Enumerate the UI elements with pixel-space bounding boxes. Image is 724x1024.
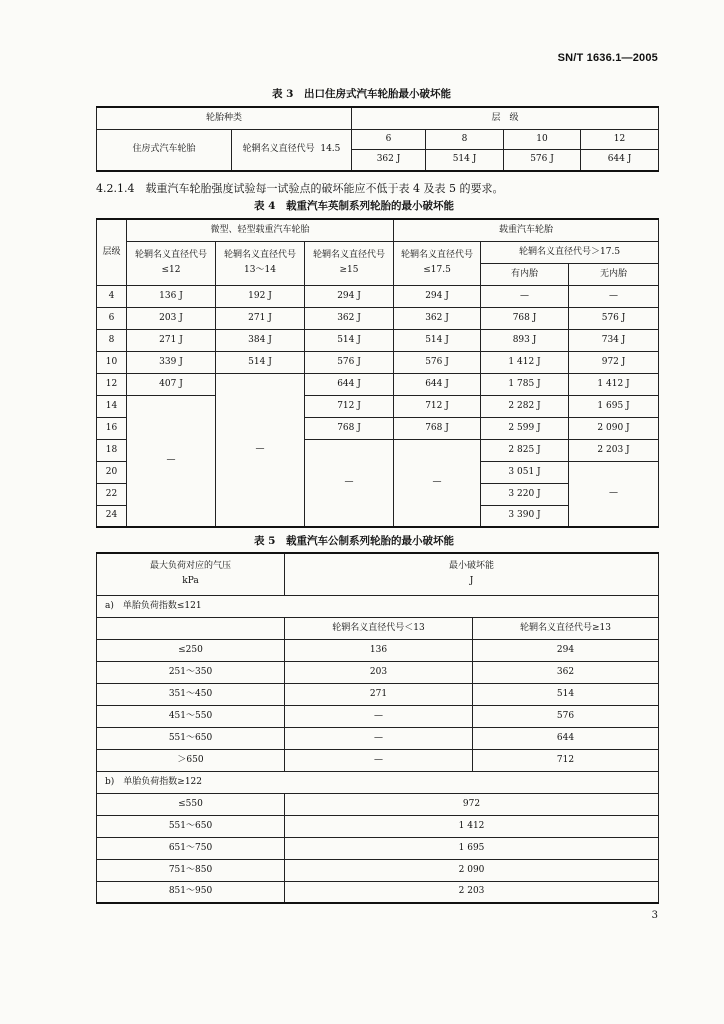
table3-header-ply: 层 级 (352, 107, 659, 129)
table4-header-ply: 层级 (97, 219, 127, 285)
value-cell: 384 J (216, 329, 305, 351)
table-row (97, 815, 659, 837)
value-cell: 1 695 J (569, 395, 659, 417)
value-cell: 294 J (305, 285, 394, 307)
empty-cell (97, 617, 285, 639)
pressure-cell: ≤250 (97, 639, 285, 661)
value-cell: 3 220 J (481, 483, 569, 505)
value-cell: — (285, 727, 473, 749)
pressure-cell: 451～550 (97, 705, 285, 727)
table4-col-1: 轮辋名义直径代号 ≤12 (127, 241, 216, 285)
table-row (97, 683, 659, 705)
value-cell: 294 J (394, 285, 481, 307)
table5-subheader-1: 轮辋名义直径代号＜13 (285, 617, 473, 639)
table5-header-energy: 最小破坏能 J (285, 553, 659, 595)
empty-dash-cell: — (127, 395, 216, 527)
table-row (97, 837, 659, 859)
value-cell: 576 J (305, 351, 394, 373)
value-cell: 644 (473, 727, 659, 749)
value-cell: 362 (473, 661, 659, 683)
document-code: SN/T 1636.1—2005 (557, 52, 658, 64)
ply-cell: 4 (97, 285, 127, 307)
pressure-cell: ≤550 (97, 793, 285, 815)
table5-caption: 表 5 载重汽车公制系列轮胎的最小破坏能 (254, 535, 454, 547)
ply-cell: 24 (97, 505, 127, 527)
table4-header-truck: 载重汽车轮胎 (394, 219, 659, 241)
value-cell: 972 (285, 793, 659, 815)
value-cell: 192 J (216, 285, 305, 307)
ply-cell: 14 (97, 395, 127, 417)
pressure-cell: 851～950 (97, 881, 285, 903)
value-cell: 712 (473, 749, 659, 771)
table3-header-type: 轮胎种类 (97, 107, 352, 129)
table4-col-5b: 无内胎 (569, 263, 659, 285)
table4-col-5: 轮辋名义直径代号＞17.5 (481, 241, 659, 263)
value-cell: 712 J (394, 395, 481, 417)
value-cell: 644 J (394, 373, 481, 395)
ply-cell: 8 (97, 329, 127, 351)
table-row (97, 373, 659, 395)
ply-cell: 16 (97, 417, 127, 439)
table3-rim: 轮辋名义直径代号 14.5 (232, 129, 352, 171)
value-cell: 2 282 J (481, 395, 569, 417)
value-cell: 1 412 J (569, 373, 659, 395)
table3-tire-type: 住房式汽车轮胎 (97, 129, 232, 171)
pressure-cell: 351～450 (97, 683, 285, 705)
table-row (97, 661, 659, 683)
table4-col-2: 轮辋名义直径代号 13～14 (216, 241, 305, 285)
empty-dash-cell: — (216, 373, 305, 527)
page-number: 3 (651, 910, 658, 921)
value-cell: 576 J (569, 307, 659, 329)
table-row (97, 395, 659, 417)
value-cell: 734 J (569, 329, 659, 351)
table-row (97, 727, 659, 749)
pressure-cell: 751～850 (97, 859, 285, 881)
value-cell: — (569, 285, 659, 307)
empty-dash-cell: — (305, 439, 394, 527)
value-cell: 136 (285, 639, 473, 661)
pressure-cell: ＞650 (97, 749, 285, 771)
table-row (97, 639, 659, 661)
value-cell: 3 051 J (481, 461, 569, 483)
table5-header-pressure: 最大负荷对应的气压 kPa (97, 553, 285, 595)
value-cell: 339 J (127, 351, 216, 373)
table3-value-cell: 514 J (426, 149, 504, 171)
ply-cell: 6 (97, 307, 127, 329)
value-cell: 362 J (394, 307, 481, 329)
value-cell: — (481, 285, 569, 307)
value-cell: 514 J (394, 329, 481, 351)
value-cell: 271 (285, 683, 473, 705)
value-cell: 2 599 J (481, 417, 569, 439)
table5 (96, 552, 659, 904)
table5-subheader-2: 轮辋名义直径代号≥13 (473, 617, 659, 639)
value-cell: 972 J (569, 351, 659, 373)
value-cell: 1 785 J (481, 373, 569, 395)
value-cell: 3 390 J (481, 505, 569, 527)
pressure-cell: 251～350 (97, 661, 285, 683)
table3-caption: 表 3 出口住房式汽车轮胎最小破坏能 (272, 88, 451, 100)
table-row (97, 285, 659, 307)
table3-value-cell: 362 J (352, 149, 426, 171)
value-cell: 514 J (305, 329, 394, 351)
clause-4-2-1-4: 4.2.1.4 载重汽车轮胎强度试验每一试验点的破坏能应不低于表 4 及表 5 的要求。 (96, 182, 504, 195)
value-cell: 768 J (394, 417, 481, 439)
table3-ply-cell: 12 (581, 129, 659, 149)
value-cell: 136 J (127, 285, 216, 307)
table5-section-b: b) 单胎负荷指数≥122 (97, 771, 659, 793)
value-cell: 768 J (305, 417, 394, 439)
table4-caption: 表 4 载重汽车英制系列轮胎的最小破坏能 (254, 200, 454, 212)
value-cell: 407 J (127, 373, 216, 395)
table-row (97, 793, 659, 815)
value-cell: — (285, 705, 473, 727)
table3-value-cell: 644 J (581, 149, 659, 171)
value-cell: 514 (473, 683, 659, 705)
ply-cell: 10 (97, 351, 127, 373)
value-cell: 2 203 J (569, 439, 659, 461)
value-cell: 2 825 J (481, 439, 569, 461)
value-cell: 514 J (216, 351, 305, 373)
empty-dash-cell: — (569, 461, 659, 527)
ply-cell: 18 (97, 439, 127, 461)
value-cell: 203 J (127, 307, 216, 329)
table-row (97, 859, 659, 881)
empty-dash-cell: — (394, 439, 481, 527)
value-cell: 362 J (305, 307, 394, 329)
table-row (97, 749, 659, 771)
ply-cell: 12 (97, 373, 127, 395)
value-cell: 2 090 (285, 859, 659, 881)
ply-cell: 22 (97, 483, 127, 505)
value-cell: 893 J (481, 329, 569, 351)
value-cell: 294 (473, 639, 659, 661)
value-cell: 644 J (305, 373, 394, 395)
value-cell: 712 J (305, 395, 394, 417)
table4-col-5a: 有内胎 (481, 263, 569, 285)
table-row (97, 881, 659, 903)
table4-col-4: 轮辋名义直径代号 ≤17.5 (394, 241, 481, 285)
table3-ply-cell: 10 (504, 129, 581, 149)
value-cell: 271 J (127, 329, 216, 351)
pressure-cell: 551～650 (97, 815, 285, 837)
table4-header-light: 微型、轻型载重汽车轮胎 (127, 219, 394, 241)
value-cell: 768 J (481, 307, 569, 329)
ply-cell: 20 (97, 461, 127, 483)
pressure-cell: 651～750 (97, 837, 285, 859)
table5-section-a: a) 单胎负荷指数≤121 (97, 595, 659, 617)
value-cell: 2 090 J (569, 417, 659, 439)
value-cell: 576 J (394, 351, 481, 373)
table-row (97, 351, 659, 373)
value-cell: 576 (473, 705, 659, 727)
table-row (97, 705, 659, 727)
table3 (96, 106, 659, 172)
value-cell: 2 203 (285, 881, 659, 903)
table4-col-3: 轮辋名义直径代号 ≥15 (305, 241, 394, 285)
value-cell: 1 695 (285, 837, 659, 859)
table3-ply-cell: 8 (426, 129, 504, 149)
table-row (97, 307, 659, 329)
table3-ply-cell: 6 (352, 129, 426, 149)
value-cell: 1 412 (285, 815, 659, 837)
pressure-cell: 551～650 (97, 727, 285, 749)
table4 (96, 218, 659, 528)
value-cell: 271 J (216, 307, 305, 329)
value-cell: 203 (285, 661, 473, 683)
table3-value-cell: 576 J (504, 149, 581, 171)
value-cell: — (285, 749, 473, 771)
table-row (97, 329, 659, 351)
value-cell: 1 412 J (481, 351, 569, 373)
